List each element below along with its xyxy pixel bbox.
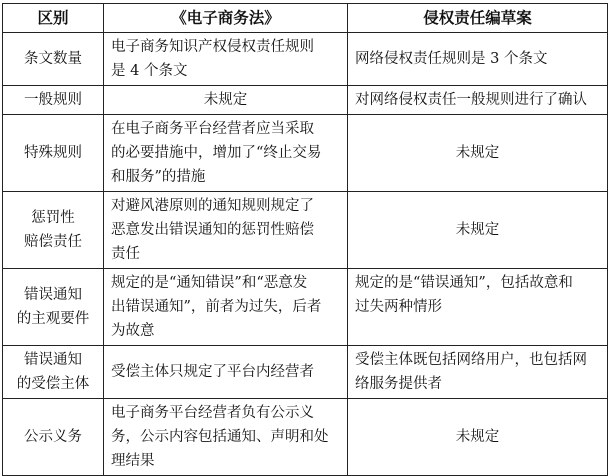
tort-draft-cell bbox=[348, 399, 608, 476]
ecommerce-law-cell bbox=[104, 192, 348, 269]
row-category-line: 一般规则 bbox=[24, 92, 82, 108]
ecommerce-law-line: 未规定 bbox=[203, 92, 248, 108]
row-category-line: 的受偿主体 bbox=[16, 376, 90, 392]
ecommerce-law-cell bbox=[104, 399, 348, 476]
header-ecommerce-law: 《电子商务法》 bbox=[104, 4, 348, 33]
tort-draft-line: 对网络侵权责任一般规则进行了确认 bbox=[355, 92, 587, 108]
row-category-cell bbox=[3, 269, 104, 346]
row-category-cell bbox=[3, 399, 104, 476]
tort-draft-cell bbox=[348, 86, 608, 115]
ecommerce-law-cell bbox=[104, 86, 348, 115]
tort-draft-line: 络服务提供者 bbox=[355, 376, 442, 392]
comparison-table bbox=[2, 3, 608, 476]
header-row bbox=[3, 4, 608, 33]
ecommerce-law-line: 是 4 个条文 bbox=[111, 63, 188, 79]
row-category-cell bbox=[3, 86, 104, 115]
row-category-line: 错误通知 bbox=[24, 287, 82, 303]
tort-draft-line: 未规定 bbox=[455, 145, 500, 161]
table-row bbox=[3, 346, 608, 399]
ecommerce-law-cell bbox=[104, 269, 348, 346]
tort-draft-line: 未规定 bbox=[455, 429, 500, 445]
row-category-cell bbox=[3, 33, 104, 86]
tort-draft-line: 过失两种情形 bbox=[355, 299, 442, 315]
row-category-line: 错误通知 bbox=[24, 352, 82, 368]
header-tort-draft: 侵权责任编草案 bbox=[348, 4, 608, 33]
row-category-line: 特殊规则 bbox=[24, 145, 82, 161]
ecommerce-law-line: 务，公示内容包括通知、声明和处 bbox=[111, 429, 329, 445]
ecommerce-law-line: 对避风港原则的通知规则规定了 bbox=[111, 198, 314, 214]
ecommerce-law-line: 电子商务平台经营者负有公示义 bbox=[111, 405, 314, 421]
tort-draft-cell bbox=[348, 115, 608, 192]
ecommerce-law-line: 为故意 bbox=[111, 323, 155, 339]
ecommerce-law-line: 的必要措施中，增加了“终止交易 bbox=[111, 145, 322, 161]
table-row bbox=[3, 192, 608, 269]
table-row bbox=[3, 86, 608, 115]
header-difference: 区别 bbox=[3, 4, 104, 33]
table-row bbox=[3, 399, 608, 476]
tort-draft-line: 规定的是“错误通知”，包括故意和 bbox=[355, 275, 573, 291]
row-category-line: 赔偿责任 bbox=[24, 234, 82, 250]
row-category-cell bbox=[3, 192, 104, 269]
ecommerce-law-line: 和服务”的措施 bbox=[111, 169, 206, 185]
table-body bbox=[3, 33, 608, 476]
ecommerce-law-cell bbox=[104, 346, 348, 399]
ecommerce-law-line: 责任 bbox=[111, 246, 140, 262]
tort-draft-cell bbox=[348, 33, 608, 86]
row-category-line: 的主观要件 bbox=[16, 311, 90, 327]
tort-draft-cell bbox=[348, 269, 608, 346]
table-row bbox=[3, 115, 608, 192]
row-category-line: 条文数量 bbox=[24, 51, 82, 67]
ecommerce-law-line: 受偿主体只规定了平台内经营者 bbox=[111, 364, 314, 380]
ecommerce-law-cell bbox=[104, 115, 348, 192]
row-category-line: 公示义务 bbox=[24, 429, 82, 445]
ecommerce-law-line: 出错误通知”，前者为过失，后者 bbox=[111, 299, 322, 315]
ecommerce-law-cell bbox=[104, 33, 348, 86]
row-category-line: 惩罚性 bbox=[31, 210, 75, 226]
table-row bbox=[3, 33, 608, 86]
table-header bbox=[3, 4, 608, 33]
tort-draft-line: 网络侵权责任规则是 3 个条文 bbox=[355, 51, 548, 67]
row-category-cell bbox=[3, 346, 104, 399]
tort-draft-line: 受偿主体既包括网络用户，也包括网 bbox=[355, 352, 587, 368]
table-row bbox=[3, 269, 608, 346]
tort-draft-cell bbox=[348, 192, 608, 269]
ecommerce-law-line: 规定的是“通知错误”和“恶意发 bbox=[111, 275, 308, 291]
tort-draft-line: 未规定 bbox=[455, 222, 500, 238]
ecommerce-law-line: 恶意发出错误通知的惩罚性赔偿 bbox=[111, 222, 314, 238]
tort-draft-cell bbox=[348, 346, 608, 399]
ecommerce-law-line: 理结果 bbox=[111, 453, 155, 469]
ecommerce-law-line: 在电子商务平台经营者应当采取 bbox=[111, 121, 314, 137]
ecommerce-law-line: 电子商务知识产权侵权责任规则 bbox=[111, 39, 314, 55]
row-category-cell bbox=[3, 115, 104, 192]
